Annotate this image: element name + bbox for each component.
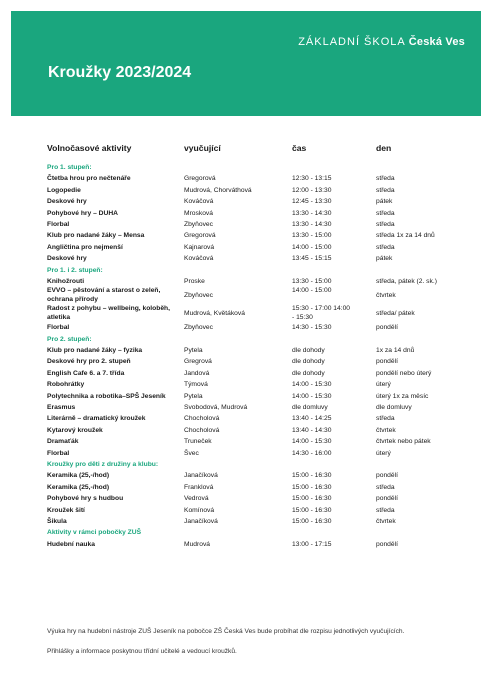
time-cell: 15:00 - 16:30 (292, 506, 332, 514)
time-cell: 13:30 - 15:00 (292, 277, 332, 285)
table-row (0, 305, 493, 323)
table-row (0, 516, 493, 527)
time-cell: 14:30 - 15:30 (292, 324, 332, 332)
time-cell: 14:00 - 15:00 (292, 243, 332, 251)
time-cell: 15:00 - 16:30 (292, 495, 332, 503)
section-heading (0, 527, 493, 538)
table-header (0, 143, 493, 157)
time-cell: 13:30 - 14:30 (292, 220, 332, 228)
column-header-teacher: vyučující (184, 143, 221, 153)
footer-note-music: Výuka hry na hudební nástroje ZUŠ Jeseník na pobočce ZŠ Česká Ves bude probíhat dle rozpisu jednotlivých vyučujících. (47, 628, 405, 635)
school-name (298, 36, 465, 48)
column-header-time: čas (292, 143, 307, 153)
activity-name: Robohrátky (47, 381, 85, 389)
day-cell: dle domluvy (376, 404, 412, 412)
table-row (0, 253, 493, 264)
activity-name: Pohybové hry – DUHA (47, 209, 118, 217)
section-heading (0, 162, 493, 173)
day-cell: pondělí (376, 540, 398, 548)
teacher-name: Franklová (184, 483, 214, 491)
table-row (0, 425, 493, 436)
activity-name: Kytarový kroužek (47, 426, 103, 434)
table-row (0, 185, 493, 196)
page-title: Kroužky 2023/2024 (48, 64, 192, 81)
day-cell: čtvrtek (376, 426, 396, 434)
day-cell: pátek (376, 255, 393, 263)
table-row (0, 345, 493, 356)
teacher-name: Jandová (184, 369, 210, 377)
table-row (0, 391, 493, 402)
day-cell: středa (376, 483, 395, 491)
time-cell: 13:30 - 14:30 (292, 209, 332, 217)
table-row (0, 379, 493, 390)
time-cell: 14:00 - 15:30 (292, 392, 332, 400)
teacher-name: Gregrová (184, 358, 212, 366)
day-cell: úterý (376, 381, 391, 389)
table-row (0, 448, 493, 459)
table-row (0, 470, 493, 481)
table-row (0, 196, 493, 207)
table-row (0, 219, 493, 230)
table-row (0, 402, 493, 413)
activity-table (0, 162, 493, 550)
teacher-name: Pytela (184, 392, 203, 400)
activity-name: Polytechnika a robotika–SPŠ Jeseník (47, 392, 166, 400)
time-cell: 14:00 - 15:30 (292, 381, 332, 389)
teacher-name: Kováčová (184, 198, 214, 206)
activity-name: Hudební nauka (47, 540, 95, 548)
teacher-name: Svobodová, Mudrová (184, 404, 248, 412)
time-cell: 12:00 - 13:30 (292, 186, 332, 194)
activity-name: Pohybové hry s hudbou (47, 495, 124, 503)
day-cell: úterý 1x za měsíc (376, 392, 429, 400)
day-cell: středa (376, 209, 395, 217)
teacher-name: Janačíková (184, 472, 218, 480)
header-banner (11, 11, 481, 116)
time-cell: 14:00 - 15:30 (292, 438, 332, 446)
activity-name: Florbal (47, 324, 70, 332)
teacher-name: Proske (184, 277, 205, 285)
table-row (0, 368, 493, 379)
day-cell: čtvrtek nebo pátek (376, 438, 431, 446)
teacher-name: Kováčová (184, 255, 214, 263)
day-cell: středa 1x za 14 dnů (376, 232, 435, 240)
activity-name: Deskové hry pro 2. stupeň (47, 358, 131, 366)
teacher-name: Mudrová (184, 540, 211, 548)
day-cell: středa (376, 220, 395, 228)
section-label: Pro 1. i 2. stupeň: (47, 266, 103, 274)
teacher-name: Chocholová (184, 415, 220, 423)
day-cell: středa (376, 415, 395, 423)
teacher-name: Zbyňovec (184, 292, 213, 300)
day-cell: středa (376, 175, 395, 183)
day-cell: úterý (376, 449, 391, 457)
teacher-name: Zbyňovec (184, 220, 213, 228)
section-heading (0, 459, 493, 470)
school-name-bold: Česká Ves (408, 36, 465, 48)
activity-name: Keramika (25,-/hod) (47, 483, 110, 491)
activity-name: Klub pro nadané žáky – fyzika (47, 347, 143, 355)
section-heading (0, 334, 493, 345)
time-cell: 15:00 - 16:30 (292, 483, 332, 491)
day-cell: 1x za 14 dnů (376, 347, 415, 355)
day-cell: pondělí (376, 472, 398, 480)
teacher-name: Kajnarová (184, 243, 215, 251)
table-row (0, 242, 493, 253)
activity-name: Šikula (47, 517, 67, 525)
teacher-name: Týmová (184, 381, 208, 389)
day-cell: pondělí (376, 358, 398, 366)
teacher-name: Vedrová (184, 495, 209, 503)
section-label: Aktivity v rámci pobočky ZUŠ (47, 529, 142, 537)
teacher-name: Zbyňovec (184, 324, 213, 332)
activity-name: Florbal (47, 449, 70, 457)
column-header-activity: Volnočasové aktivity (47, 143, 132, 153)
teacher-name: Švec (184, 449, 199, 457)
table-row (0, 482, 493, 493)
teacher-name: Gregorová (184, 175, 216, 183)
section-label: Pro 1. stupeň: (47, 164, 92, 171)
time-cell: 14:00 - 15:00 (292, 287, 332, 295)
activity-name: Literárně – dramatický kroužek (47, 415, 146, 423)
section-label: Pro 2. stupeň: (47, 335, 92, 343)
table-row (0, 539, 493, 550)
table-row (0, 276, 493, 287)
activity-name: Knihožrouti (47, 277, 85, 285)
day-cell: středa, pátek (2. sk.) (376, 277, 437, 285)
time-cell: 13:45 - 15:15 (292, 255, 332, 263)
activity-name: Deskové hry (47, 198, 87, 206)
day-cell: pondělí nebo úterý (376, 369, 432, 377)
activity-name: Deskové hry (47, 255, 87, 263)
activity-name: Erasmus (47, 404, 76, 412)
activity-name: Dramaťák (47, 438, 79, 446)
activity-name: Kroužek šití (47, 506, 85, 514)
time-cell: dle dohody (292, 369, 325, 377)
activity-name: EVVO – pěstování a starost o zeleň, ochrana přírody (47, 287, 161, 304)
time-cell: 14:30 - 16:00 (292, 449, 332, 457)
activity-name: Klub pro nadané žáky – Mensa (47, 232, 145, 240)
table-row (0, 173, 493, 184)
table-row (0, 208, 493, 219)
teacher-name: Mudrová, Květáková (184, 309, 245, 317)
section-label: Kroužky pro děti z družiny a klubu: (47, 460, 159, 468)
time-cell: 15:30 - 17:00 14:00 - 15:30 (292, 304, 351, 321)
time-cell: 12:45 - 13:30 (292, 198, 332, 206)
day-cell: středa (376, 243, 395, 251)
time-cell: 13:40 - 14:30 (292, 426, 332, 434)
column-header-day: den (376, 143, 392, 153)
section-heading (0, 265, 493, 276)
footer-notes (47, 627, 447, 666)
day-cell: středa (376, 506, 395, 514)
teacher-name: Pytela (184, 347, 203, 355)
teacher-name: Mrosková (184, 209, 213, 217)
teacher-name: Janačíková (184, 517, 218, 525)
activity-name: English Cafe 6. a 7. třída (47, 369, 125, 377)
day-cell: pondělí (376, 324, 398, 332)
footer-note-applications: Přihlášky a informace poskytnou třídní učitelé a vedoucí kroužků. (47, 647, 237, 655)
activity-name: Logopedie (47, 186, 81, 194)
activity-name: Keramika (25,-/hod) (47, 472, 110, 480)
teacher-name: Gregorová (184, 232, 216, 240)
school-name-light: ZÁKLADNÍ ŠKOLA (298, 36, 406, 48)
table-row (0, 505, 493, 516)
day-cell: středa (376, 186, 395, 194)
day-cell: čtvrtek (376, 292, 396, 300)
table-row (0, 413, 493, 424)
time-cell: 13:40 - 14:25 (292, 415, 332, 423)
table-row (0, 287, 493, 305)
table-row (0, 356, 493, 367)
time-cell: 15:00 - 16:30 (292, 472, 332, 480)
time-cell: dle dohody (292, 347, 325, 355)
activity-name: Čtetba hrou pro nečtenáře (47, 175, 131, 183)
time-cell: 12:30 - 13:15 (292, 175, 332, 183)
table-row (0, 322, 493, 333)
time-cell: 13:00 - 17:15 (292, 540, 332, 548)
activity-name: Radost z pohybu – wellbeing, koloběh, atletika (47, 304, 170, 321)
teacher-name: Chocholová (184, 426, 220, 434)
activity-name: Angličtina pro nejmenší (47, 243, 123, 251)
teacher-name: Truneček (184, 438, 212, 446)
table-row (0, 230, 493, 241)
teacher-name: Mudrová, Chorváthová (184, 186, 252, 194)
day-cell: pondělí (376, 495, 398, 503)
time-cell: 15:00 - 16:30 (292, 517, 332, 525)
day-cell: pátek (376, 198, 393, 206)
table-row (0, 436, 493, 447)
table-row (0, 493, 493, 504)
time-cell: dle dohody (292, 358, 325, 366)
day-cell: čtvrtek (376, 517, 396, 525)
day-cell: středa/ pátek (376, 309, 415, 317)
time-cell: dle domluvy (292, 404, 328, 412)
teacher-name: Komínová (184, 506, 215, 514)
activity-name: Florbal (47, 220, 70, 228)
time-cell: 13:30 - 15:00 (292, 232, 332, 240)
